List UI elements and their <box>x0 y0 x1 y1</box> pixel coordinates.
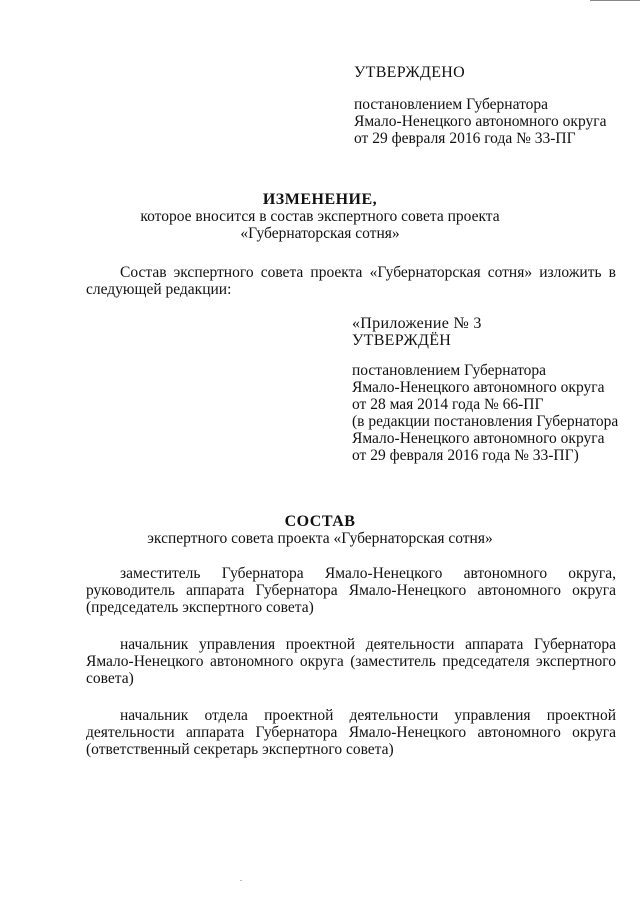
composition-heading-block <box>70 513 570 547</box>
intro-first-line: Состав экспертного совета проекта «Губернаторская сотня» изложить в <box>120 264 616 281</box>
composition-heading: СОСТАВ <box>284 513 356 530</box>
member-rest: Ямало-Ненецкого автономного округа (заместитель председателя экспертного совета) <box>86 653 616 687</box>
member-entry <box>86 636 616 687</box>
appendix-title: УТВЕРЖДЁН <box>352 332 452 349</box>
appendix-line: от 29 февраля 2016 года № 33-ПГ) <box>352 447 579 464</box>
approval-title: УТВЕРЖДЕНО <box>354 64 466 81</box>
appendix-line: от 28 мая 2014 года № 66-ПГ <box>352 396 544 413</box>
change-subtitle-line: которое вносится в состав экспертного совета проекта <box>140 208 500 225</box>
appendix-line: постановлением Губернатора <box>352 362 547 379</box>
change-heading-block <box>70 191 570 242</box>
scan-corner-mark <box>590 0 640 6</box>
appendix-block <box>352 315 632 464</box>
member-entry <box>86 707 616 758</box>
intro-paragraph <box>86 264 616 298</box>
approval-block <box>354 64 634 147</box>
approval-line: от 29 февраля 2016 года № 33-ПГ <box>354 130 576 147</box>
approval-line: Ямало-Ненецкого автономного округа <box>354 113 607 130</box>
appendix-line: Ямало-Ненецкого автономного округа <box>352 430 605 447</box>
appendix-number: «Приложение № 3 <box>352 315 482 332</box>
intro-rest: следующей редакции: <box>86 281 232 298</box>
change-subtitle-line: «Губернаторская сотня» <box>240 225 400 242</box>
appendix-line: (в редакции постановления Губернатора <box>352 413 619 430</box>
appendix-line: Ямало-Ненецкого автономного округа <box>352 379 605 396</box>
scan-speck <box>240 880 242 881</box>
member-rest: деятельности аппарата Губернатора Ямало-Ненецкого автономного округа (ответственный секретарь экспертного совета) <box>86 724 616 758</box>
member-first-line: заместитель Губернатора Ямало-Ненецкого автономного округа, <box>120 565 616 582</box>
change-heading: ИЗМЕНЕНИЕ, <box>262 191 378 208</box>
member-first-line: начальник отдела проектной деятельности управления проектной <box>120 707 616 724</box>
member-first-line: начальник управления проектной деятельности аппарата Губернатора <box>120 636 616 653</box>
approval-line: постановлением Губернатора <box>354 96 549 113</box>
member-entry <box>86 565 616 616</box>
member-rest: руководитель аппарата Губернатора Ямало-Ненецкого автономного округа (председатель экспертного совета) <box>86 582 616 616</box>
composition-subtitle: экспертного совета проекта «Губернаторская сотня» <box>147 530 493 547</box>
